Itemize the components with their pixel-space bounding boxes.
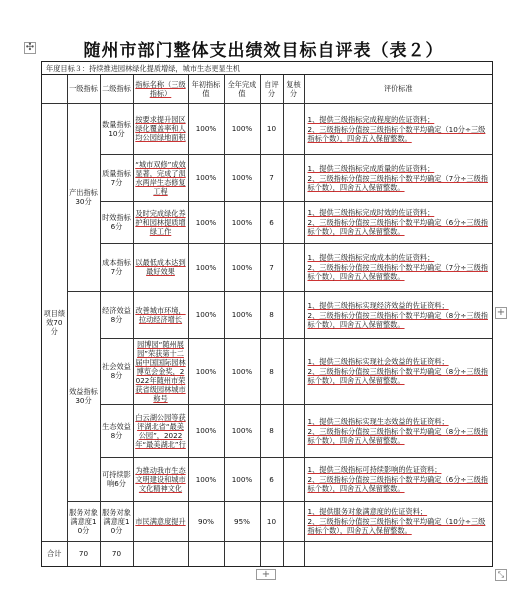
criteria-line: 1、提供三级指标完成成本的佐证资料； bbox=[307, 253, 435, 262]
actual-value: 100% bbox=[224, 103, 260, 154]
evaluation-criteria bbox=[304, 338, 492, 404]
actual-value: 100% bbox=[224, 457, 260, 501]
header-cell: 自评分 bbox=[260, 75, 283, 103]
header-cell: 二级指标 bbox=[100, 75, 133, 103]
secondary-indicator: 社会效益8分 bbox=[100, 338, 133, 404]
actual-value: 100% bbox=[224, 243, 260, 291]
review-score bbox=[283, 404, 304, 457]
project-score-cell: 项目绩效70分 bbox=[42, 103, 67, 541]
total-row bbox=[42, 541, 492, 566]
total-actual-value: 70 bbox=[100, 541, 133, 566]
secondary-indicator: 生态效益8分 bbox=[100, 404, 133, 457]
actual-value: 100% bbox=[224, 404, 260, 457]
plan-value: 100% bbox=[188, 291, 224, 338]
criteria-line: 2、三级指标分值按三级指标个数平均确定（8分÷三级指标个数），四舍五入保留整数。 bbox=[307, 367, 488, 385]
total-label: 合计 bbox=[42, 541, 67, 566]
secondary-indicator: 数量指标10分 bbox=[100, 103, 133, 154]
annual-goal-row: 年度目标３：持续推进园林绿化提质增绿，城市生态更显生机 bbox=[42, 62, 492, 75]
criteria-line: 2、三级指标分值按三级指标个数平均确定（10分÷三级指标个数），四舍五入保留整数。 bbox=[307, 517, 486, 535]
primary-indicator-effect: 效益指标30分 bbox=[67, 291, 100, 501]
plan-value: 100% bbox=[188, 201, 224, 243]
criteria-line: 1、提供三级指标完成程度的佐证资料； bbox=[307, 114, 435, 124]
table-row bbox=[42, 457, 492, 501]
indicator-name: 以最低成本达到最好效果 bbox=[133, 243, 188, 291]
empty-cell bbox=[304, 541, 492, 566]
self-score: 6 bbox=[260, 457, 283, 501]
self-score: 10 bbox=[260, 103, 283, 154]
self-score: 8 bbox=[260, 404, 283, 457]
criteria-line: 2、三级指标分值按三级指标个数平均确定（8分÷三级指标个数），四舍五入保留整数。 bbox=[307, 310, 488, 329]
total-plan-value: 70 bbox=[67, 541, 100, 566]
evaluation-criteria bbox=[304, 243, 492, 291]
review-score bbox=[283, 154, 304, 201]
header-row bbox=[42, 75, 492, 103]
table-row bbox=[42, 404, 492, 457]
table-row bbox=[42, 501, 492, 541]
empty-cell bbox=[283, 541, 304, 566]
indicator-name: 改善城市环境，拉动经济增长 bbox=[133, 291, 188, 338]
table-row bbox=[42, 243, 492, 291]
criteria-line: 2、三级指标分值按三级指标个数平均确定（10分÷三级指标个数），四舍五入保留整数。 bbox=[307, 124, 486, 143]
indicator-name: 市民满意度提升 bbox=[133, 501, 188, 541]
table-row bbox=[42, 338, 492, 404]
actual-value: 100% bbox=[224, 338, 260, 404]
score-grid bbox=[42, 75, 492, 566]
evaluation-criteria bbox=[304, 103, 492, 154]
criteria-line: 1、提供三级指标实现生态效益的佐证资料； bbox=[307, 416, 449, 426]
table-row bbox=[42, 154, 492, 201]
indicator-name: “城市双修”成效显著，完成了涢水两岸生态修复工程 bbox=[133, 154, 188, 201]
self-score: 7 bbox=[260, 243, 283, 291]
plan-value: 100% bbox=[188, 404, 224, 457]
review-score bbox=[283, 201, 304, 243]
review-score bbox=[283, 338, 304, 404]
self-score: 6 bbox=[260, 201, 283, 243]
plan-value: 90% bbox=[188, 501, 224, 541]
actual-value: 100% bbox=[224, 154, 260, 201]
secondary-indicator: 成本指标7分 bbox=[100, 243, 133, 291]
criteria-line: 1、提供三级指标可持续影响的佐证资料； bbox=[307, 465, 442, 474]
indicator-name: 按要求提升园区绿化覆盖率和人均公园绿地面积 bbox=[133, 103, 188, 154]
plan-value: 100% bbox=[188, 103, 224, 154]
secondary-indicator: 时效指标6分 bbox=[100, 201, 133, 243]
empty-cell bbox=[133, 541, 188, 566]
actual-value: 100% bbox=[224, 291, 260, 338]
secondary-indicator: 服务对象满意度10分 bbox=[100, 501, 133, 541]
header-cell: 年初指标值 bbox=[188, 75, 224, 103]
header-cell: 评价标准 bbox=[304, 75, 492, 103]
secondary-indicator: 经济效益8分 bbox=[100, 291, 133, 338]
empty-cell bbox=[260, 541, 283, 566]
primary-indicator-output: 产出指标30分 bbox=[67, 103, 100, 291]
plan-value: 100% bbox=[188, 338, 224, 404]
plan-value: 100% bbox=[188, 154, 224, 201]
indicator-name: 及时完成绿化养护和园林提质增绿工作 bbox=[133, 201, 188, 243]
actual-value: 100% bbox=[224, 201, 260, 243]
review-score bbox=[283, 103, 304, 154]
blank-header-cell bbox=[42, 75, 67, 103]
table-move-handle-icon[interactable]: ✣ bbox=[25, 42, 35, 53]
criteria-line: 2、三级指标分值按三级指标个数平均确定（8分÷三级指标个数），四舍五入保留整数。 bbox=[307, 426, 488, 445]
evaluation-criteria bbox=[304, 201, 492, 243]
evaluation-criteria bbox=[304, 457, 492, 501]
criteria-line: 1、提供三级指标完成时效的佐证资料； bbox=[307, 208, 435, 217]
self-score: 8 bbox=[260, 291, 283, 338]
empty-cell bbox=[224, 541, 260, 566]
evaluation-criteria bbox=[304, 404, 492, 457]
criteria-line: 1、提供服务对象满意度的佐证资料； bbox=[307, 507, 428, 516]
table-row bbox=[42, 291, 492, 338]
secondary-indicator: 可持续影响6分 bbox=[100, 457, 133, 501]
primary-indicator-service: 服务对象满意度10分 bbox=[67, 501, 100, 541]
empty-cell bbox=[188, 541, 224, 566]
plan-value: 100% bbox=[188, 457, 224, 501]
review-score bbox=[283, 501, 304, 541]
criteria-line: 1、提供三级指标实现经济效益的佐证资料； bbox=[307, 300, 449, 310]
header-cell: 全年完成值 bbox=[224, 75, 260, 103]
criteria-line: 1、提供三级指标实现社会效益的佐证资料； bbox=[307, 357, 449, 366]
evaluation-table bbox=[41, 61, 493, 567]
evaluation-criteria bbox=[304, 154, 492, 201]
page-title: 随州市部门整体支出绩效目标自评表（表２） bbox=[83, 41, 444, 61]
review-score bbox=[283, 291, 304, 338]
criteria-line: 2、三级指标分值按三级指标个数平均确定（7分÷三级指标个数），四舍五入保留整数。 bbox=[307, 263, 488, 281]
table-row bbox=[42, 201, 492, 243]
self-score: 7 bbox=[260, 154, 283, 201]
plan-value: 100% bbox=[188, 243, 224, 291]
criteria-line: 1、提供三级指标完成质量的佐证资料； bbox=[307, 163, 435, 173]
review-score bbox=[283, 457, 304, 501]
self-score: 10 bbox=[260, 501, 283, 541]
indicator-name: 为推动我市生态文明建设和城市文化精神文化 bbox=[133, 457, 188, 501]
review-score bbox=[283, 243, 304, 291]
evaluation-criteria bbox=[304, 291, 492, 338]
table-resize-icon[interactable]: ⤡ bbox=[495, 569, 507, 581]
indicator-name: 园博园“随州展园”荣获第十二届中国国际园林博览会金奖，2022年随州市荣获省级园林城市称号 bbox=[133, 338, 188, 404]
add-row-plus-icon[interactable]: + bbox=[256, 569, 276, 580]
criteria-line: 2、三级指标分值按三级指标个数平均确定（6分÷三级指标个数），四舍五入保留整数。 bbox=[307, 475, 488, 493]
table-row bbox=[42, 103, 492, 154]
header-cell: 复核分 bbox=[283, 75, 304, 103]
header-cell: 一级指标 bbox=[67, 75, 100, 103]
evaluation-criteria bbox=[304, 501, 492, 541]
criteria-line: 2、三级指标分值按三级指标个数平均确定（6分÷三级指标个数），四舍五入保留整数。 bbox=[307, 218, 488, 236]
indicator-name: 白云湖公园等获评湖北省“最美公园”，2022年“最美湖北”行 bbox=[133, 404, 188, 457]
actual-value: 95% bbox=[224, 501, 260, 541]
criteria-line: 2、三级指标分值按三级指标个数平均确定（7分÷三级指标个数），四舍五入保留整数。 bbox=[307, 173, 488, 192]
header-cell: 指标名称（三级指标） bbox=[133, 75, 188, 103]
self-score: 8 bbox=[260, 338, 283, 404]
add-column-plus-icon[interactable]: + bbox=[496, 307, 506, 318]
secondary-indicator: 质量指标7分 bbox=[100, 154, 133, 201]
